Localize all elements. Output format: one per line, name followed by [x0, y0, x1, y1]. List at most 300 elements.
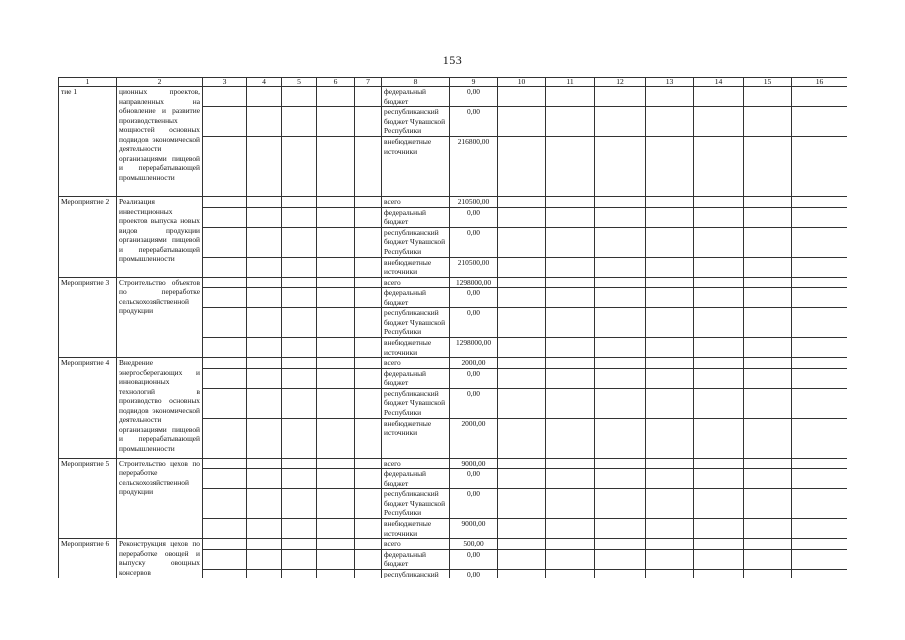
empty-cell — [203, 257, 247, 277]
empty-cell — [282, 137, 317, 197]
empty-cell — [247, 368, 282, 388]
empty-cell — [546, 197, 595, 208]
empty-cell — [646, 207, 694, 227]
empty-cell — [317, 277, 355, 288]
empty-cell — [546, 469, 595, 489]
empty-cell — [247, 539, 282, 550]
column-number-4: 4 — [247, 78, 282, 87]
empty-cell — [744, 539, 792, 550]
empty-cell — [546, 549, 595, 569]
measure-label: Мероприятие 6 — [59, 539, 117, 579]
empty-cell — [247, 207, 282, 227]
empty-cell — [203, 288, 247, 308]
column-number-16: 16 — [792, 78, 848, 87]
empty-cell — [792, 338, 848, 358]
empty-cell — [595, 569, 646, 578]
empty-cell — [792, 107, 848, 137]
funding-amount: 1298000,00 — [450, 277, 498, 288]
column-number-15: 15 — [744, 78, 792, 87]
empty-cell — [546, 137, 595, 197]
empty-cell — [792, 458, 848, 469]
empty-cell — [595, 388, 646, 418]
empty-cell — [546, 207, 595, 227]
empty-cell — [355, 288, 382, 308]
funding-amount: 0,00 — [450, 87, 498, 107]
empty-cell — [694, 368, 744, 388]
empty-cell — [595, 519, 646, 539]
empty-cell — [546, 418, 595, 458]
empty-cell — [646, 388, 694, 418]
column-number-8: 8 — [382, 78, 450, 87]
empty-cell — [744, 388, 792, 418]
empty-cell — [694, 519, 744, 539]
empty-cell — [355, 308, 382, 338]
empty-cell — [203, 358, 247, 369]
empty-cell — [498, 338, 546, 358]
empty-cell — [355, 469, 382, 489]
empty-cell — [744, 469, 792, 489]
funding-amount: 1298000,00 — [450, 338, 498, 358]
empty-cell — [317, 358, 355, 369]
empty-cell — [744, 569, 792, 578]
empty-cell — [282, 519, 317, 539]
empty-cell — [355, 519, 382, 539]
empty-cell — [595, 288, 646, 308]
empty-cell — [694, 458, 744, 469]
empty-cell — [247, 418, 282, 458]
empty-cell — [694, 549, 744, 569]
funding-amount: 2000,00 — [450, 358, 498, 369]
empty-cell — [792, 418, 848, 458]
empty-cell — [646, 257, 694, 277]
empty-cell — [646, 87, 694, 107]
empty-cell — [744, 257, 792, 277]
empty-cell — [203, 308, 247, 338]
empty-cell — [247, 388, 282, 418]
empty-cell — [355, 277, 382, 288]
empty-cell — [498, 358, 546, 369]
funding-source: республиканский — [382, 569, 450, 578]
empty-cell — [355, 569, 382, 578]
empty-cell — [792, 569, 848, 578]
funding-source: внебюджетные источники — [382, 519, 450, 539]
empty-cell — [317, 87, 355, 107]
empty-cell — [744, 338, 792, 358]
empty-cell — [646, 277, 694, 288]
empty-cell — [317, 549, 355, 569]
empty-cell — [546, 288, 595, 308]
empty-cell — [317, 469, 355, 489]
funding-amount: 9000,00 — [450, 519, 498, 539]
empty-cell — [792, 519, 848, 539]
empty-cell — [646, 549, 694, 569]
empty-cell — [247, 107, 282, 137]
empty-cell — [744, 137, 792, 197]
funding-source: внебюджетные источники — [382, 257, 450, 277]
empty-cell — [282, 227, 317, 257]
empty-cell — [595, 197, 646, 208]
column-number-9: 9 — [450, 78, 498, 87]
empty-cell — [694, 539, 744, 550]
funding-amount: 0,00 — [450, 308, 498, 338]
empty-cell — [355, 368, 382, 388]
empty-cell — [744, 87, 792, 107]
empty-cell — [792, 469, 848, 489]
empty-cell — [792, 308, 848, 338]
empty-cell — [546, 519, 595, 539]
empty-cell — [247, 137, 282, 197]
empty-cell — [282, 569, 317, 578]
empty-cell — [694, 308, 744, 338]
empty-cell — [744, 489, 792, 519]
empty-cell — [595, 338, 646, 358]
empty-cell — [744, 308, 792, 338]
empty-cell — [694, 288, 744, 308]
empty-cell — [498, 197, 546, 208]
empty-cell — [203, 549, 247, 569]
empty-cell — [317, 257, 355, 277]
column-number-1: 1 — [59, 78, 117, 87]
empty-cell — [203, 338, 247, 358]
empty-cell — [694, 197, 744, 208]
measure-description: Строительство цехов по переработке сельскохозяйственной продукции — [117, 458, 203, 539]
empty-cell — [546, 227, 595, 257]
program-funding-table — [58, 77, 847, 578]
empty-cell — [792, 549, 848, 569]
empty-cell — [498, 288, 546, 308]
empty-cell — [646, 137, 694, 197]
empty-cell — [694, 87, 744, 107]
empty-cell — [646, 227, 694, 257]
funding-amount: 2000,00 — [450, 418, 498, 458]
empty-cell — [317, 489, 355, 519]
empty-cell — [792, 137, 848, 197]
empty-cell — [498, 227, 546, 257]
empty-cell — [595, 539, 646, 550]
measure-label: Мероприятие 2 — [59, 197, 117, 278]
empty-cell — [646, 368, 694, 388]
empty-cell — [282, 288, 317, 308]
empty-cell — [282, 469, 317, 489]
empty-cell — [317, 388, 355, 418]
column-number-row — [59, 78, 848, 87]
empty-cell — [646, 197, 694, 208]
empty-cell — [546, 358, 595, 369]
empty-cell — [355, 107, 382, 137]
empty-cell — [498, 569, 546, 578]
empty-cell — [744, 549, 792, 569]
empty-cell — [355, 549, 382, 569]
column-number-10: 10 — [498, 78, 546, 87]
funding-amount: 216800,00 — [450, 137, 498, 197]
empty-cell — [282, 549, 317, 569]
table-row — [59, 458, 848, 469]
empty-cell — [203, 207, 247, 227]
empty-cell — [317, 137, 355, 197]
empty-cell — [595, 458, 646, 469]
funding-amount: 0,00 — [450, 388, 498, 418]
empty-cell — [792, 368, 848, 388]
empty-cell — [694, 569, 744, 578]
empty-cell — [317, 197, 355, 208]
empty-cell — [355, 197, 382, 208]
empty-cell — [646, 469, 694, 489]
empty-cell — [355, 338, 382, 358]
empty-cell — [646, 418, 694, 458]
empty-cell — [317, 207, 355, 227]
empty-cell — [646, 358, 694, 369]
empty-cell — [646, 107, 694, 137]
empty-cell — [355, 539, 382, 550]
funding-amount: 0,00 — [450, 227, 498, 257]
empty-cell — [546, 308, 595, 338]
table-row — [59, 358, 848, 369]
funding-source: федеральный бюджет — [382, 87, 450, 107]
empty-cell — [694, 257, 744, 277]
empty-cell — [355, 137, 382, 197]
empty-cell — [247, 288, 282, 308]
empty-cell — [282, 388, 317, 418]
funding-source: всего — [382, 197, 450, 208]
empty-cell — [646, 539, 694, 550]
empty-cell — [792, 539, 848, 550]
funding-source: всего — [382, 539, 450, 550]
funding-amount: 210500,00 — [450, 257, 498, 277]
empty-cell — [247, 358, 282, 369]
empty-cell — [498, 277, 546, 288]
empty-cell — [282, 458, 317, 469]
empty-cell — [282, 257, 317, 277]
program-table-wrapper — [58, 77, 847, 578]
empty-cell — [546, 539, 595, 550]
empty-cell — [595, 107, 646, 137]
empty-cell — [498, 87, 546, 107]
measure-description: Реализация инвестиционных проектов выпуска новых видов продукции организациями пищевой и перерабатывающей промышленности — [117, 197, 203, 278]
funding-amount: 0,00 — [450, 469, 498, 489]
empty-cell — [317, 569, 355, 578]
empty-cell — [498, 549, 546, 569]
empty-cell — [247, 227, 282, 257]
empty-cell — [498, 107, 546, 137]
empty-cell — [498, 418, 546, 458]
empty-cell — [792, 489, 848, 519]
empty-cell — [546, 107, 595, 137]
empty-cell — [646, 519, 694, 539]
empty-cell — [595, 207, 646, 227]
funding-amount: 0,00 — [450, 288, 498, 308]
empty-cell — [595, 308, 646, 338]
empty-cell — [792, 288, 848, 308]
empty-cell — [355, 358, 382, 369]
empty-cell — [247, 489, 282, 519]
empty-cell — [317, 338, 355, 358]
empty-cell — [247, 257, 282, 277]
funding-source: федеральный бюджет — [382, 288, 450, 308]
measure-description: Реконструкция цехов по переработке овощей и выпуску овощных консервов — [117, 539, 203, 579]
empty-cell — [694, 388, 744, 418]
empty-cell — [282, 489, 317, 519]
empty-cell — [694, 277, 744, 288]
empty-cell — [247, 277, 282, 288]
funding-source: всего — [382, 358, 450, 369]
empty-cell — [595, 489, 646, 519]
empty-cell — [498, 207, 546, 227]
empty-cell — [694, 469, 744, 489]
empty-cell — [498, 458, 546, 469]
empty-cell — [546, 338, 595, 358]
measure-description: Строительство объектов по переработке сельскохозяйственной продукции — [117, 277, 203, 358]
empty-cell — [203, 277, 247, 288]
empty-cell — [595, 87, 646, 107]
empty-cell — [203, 458, 247, 469]
empty-cell — [694, 227, 744, 257]
empty-cell — [247, 469, 282, 489]
column-number-14: 14 — [694, 78, 744, 87]
empty-cell — [203, 87, 247, 107]
table-row — [59, 539, 848, 550]
empty-cell — [744, 358, 792, 369]
empty-cell — [646, 489, 694, 519]
empty-cell — [694, 107, 744, 137]
empty-cell — [355, 388, 382, 418]
empty-cell — [282, 338, 317, 358]
empty-cell — [595, 418, 646, 458]
empty-cell — [744, 368, 792, 388]
empty-cell — [355, 458, 382, 469]
empty-cell — [744, 418, 792, 458]
empty-cell — [694, 489, 744, 519]
empty-cell — [203, 489, 247, 519]
funding-amount: 500,00 — [450, 539, 498, 550]
empty-cell — [546, 489, 595, 519]
empty-cell — [247, 87, 282, 107]
empty-cell — [646, 308, 694, 338]
measure-description: Внедрение энергосберегающих и инновационных технологий в производство основных подвидов экономической деятельности организациями пищевой и перерабатывающей промышленности — [117, 358, 203, 459]
funding-source: республиканский бюджет Чувашской Республики — [382, 489, 450, 519]
empty-cell — [792, 87, 848, 107]
funding-source: всего — [382, 277, 450, 288]
empty-cell — [546, 458, 595, 469]
column-number-12: 12 — [595, 78, 646, 87]
funding-source: республиканский бюджет Чувашской Республики — [382, 388, 450, 418]
empty-cell — [282, 308, 317, 338]
empty-cell — [792, 227, 848, 257]
empty-cell — [744, 288, 792, 308]
empty-cell — [595, 257, 646, 277]
empty-cell — [203, 469, 247, 489]
funding-source: всего — [382, 458, 450, 469]
empty-cell — [792, 197, 848, 208]
column-number-13: 13 — [646, 78, 694, 87]
empty-cell — [694, 418, 744, 458]
empty-cell — [546, 569, 595, 578]
empty-cell — [203, 388, 247, 418]
page-number: 153 — [442, 53, 463, 67]
empty-cell — [247, 338, 282, 358]
empty-cell — [203, 539, 247, 550]
empty-cell — [498, 489, 546, 519]
empty-cell — [744, 277, 792, 288]
empty-cell — [498, 519, 546, 539]
funding-amount: 9000,00 — [450, 458, 498, 469]
empty-cell — [317, 107, 355, 137]
empty-cell — [744, 197, 792, 208]
empty-cell — [203, 368, 247, 388]
empty-cell — [282, 368, 317, 388]
empty-cell — [282, 207, 317, 227]
empty-cell — [792, 207, 848, 227]
measure-description: ционных проектов, направленных на обновление и развитие производственных мощностей основных подвидов экономической деятельности организациями пищевой и перерабатывающей промышленности — [117, 87, 203, 197]
empty-cell — [595, 227, 646, 257]
funding-amount: 0,00 — [450, 207, 498, 227]
funding-source: федеральный бюджет — [382, 469, 450, 489]
empty-cell — [498, 469, 546, 489]
empty-cell — [744, 107, 792, 137]
empty-cell — [498, 137, 546, 197]
empty-cell — [203, 418, 247, 458]
column-number-11: 11 — [546, 78, 595, 87]
empty-cell — [203, 137, 247, 197]
empty-cell — [792, 358, 848, 369]
empty-cell — [247, 458, 282, 469]
empty-cell — [744, 207, 792, 227]
empty-cell — [203, 107, 247, 137]
measure-label: Мероприятие 3 — [59, 277, 117, 358]
funding-amount: 0,00 — [450, 368, 498, 388]
empty-cell — [744, 458, 792, 469]
empty-cell — [792, 388, 848, 418]
empty-cell — [646, 458, 694, 469]
empty-cell — [694, 207, 744, 227]
empty-cell — [317, 368, 355, 388]
empty-cell — [247, 197, 282, 208]
empty-cell — [282, 358, 317, 369]
empty-cell — [355, 489, 382, 519]
funding-source: федеральный бюджет — [382, 368, 450, 388]
funding-amount: 0,00 — [450, 549, 498, 569]
empty-cell — [317, 519, 355, 539]
empty-cell — [355, 207, 382, 227]
empty-cell — [744, 227, 792, 257]
empty-cell — [203, 519, 247, 539]
empty-cell — [546, 368, 595, 388]
empty-cell — [546, 277, 595, 288]
empty-cell — [646, 569, 694, 578]
empty-cell — [282, 539, 317, 550]
empty-cell — [282, 197, 317, 208]
empty-cell — [355, 418, 382, 458]
empty-cell — [498, 257, 546, 277]
funding-amount: 0,00 — [450, 489, 498, 519]
empty-cell — [694, 358, 744, 369]
empty-cell — [595, 469, 646, 489]
empty-cell — [546, 87, 595, 107]
measure-label: тие 1 — [59, 87, 117, 197]
funding-source: республиканский бюджет Чувашской Республики — [382, 308, 450, 338]
funding-source: федеральный бюджет — [382, 207, 450, 227]
funding-amount: 0,00 — [450, 569, 498, 578]
funding-amount: 0,00 — [450, 107, 498, 137]
column-number-7: 7 — [355, 78, 382, 87]
empty-cell — [247, 519, 282, 539]
column-number-5: 5 — [282, 78, 317, 87]
empty-cell — [203, 569, 247, 578]
empty-cell — [646, 338, 694, 358]
empty-cell — [595, 358, 646, 369]
column-number-6: 6 — [317, 78, 355, 87]
measure-label: Мероприятие 5 — [59, 458, 117, 539]
empty-cell — [355, 227, 382, 257]
